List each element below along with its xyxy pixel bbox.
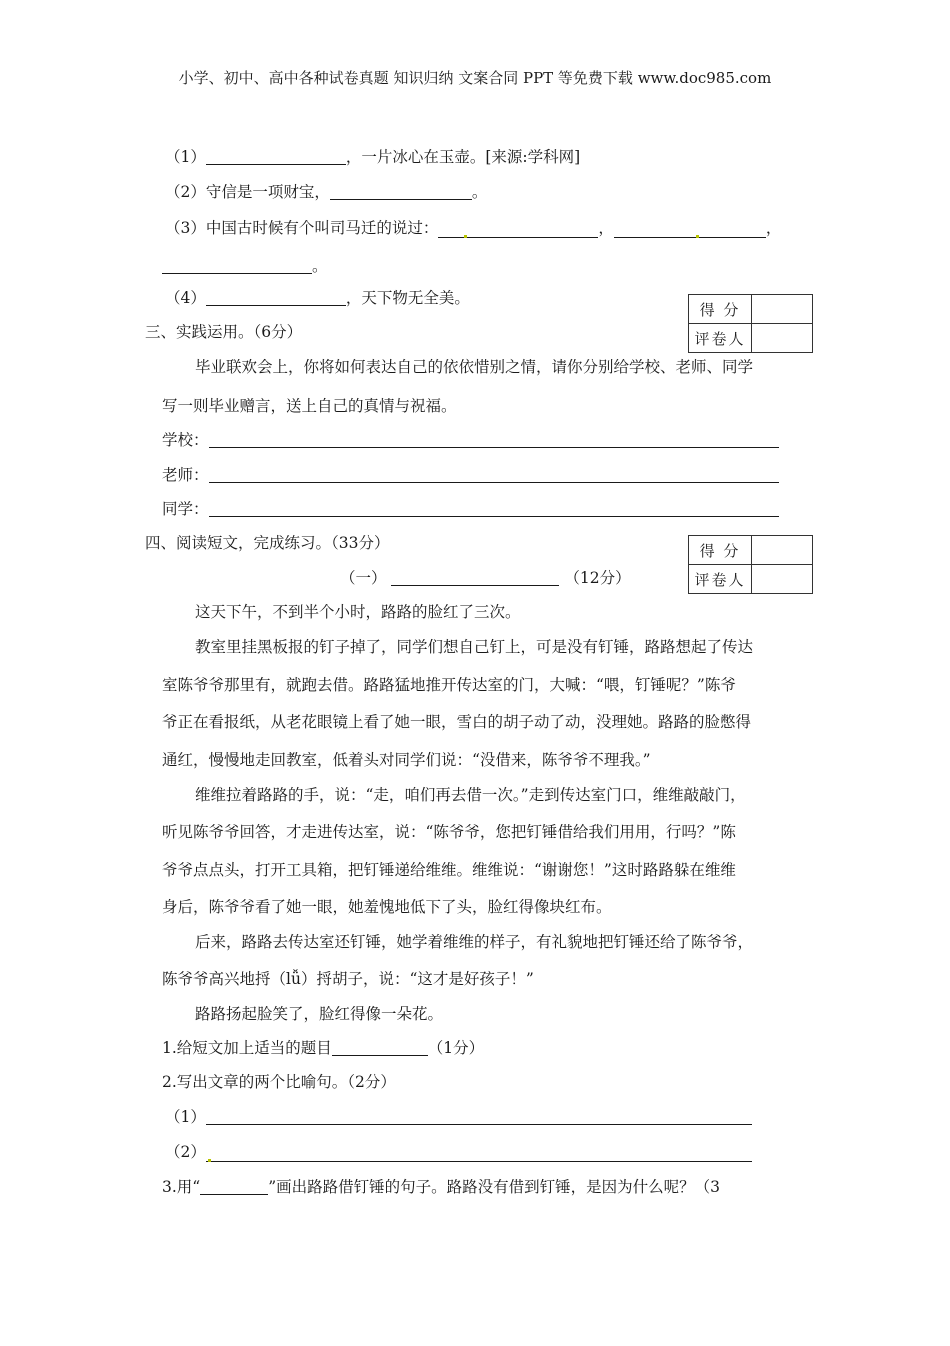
school-row — [162, 430, 779, 450]
page-header: 小学、初中、高中各种试卷真题 知识归纳 文案合同 PPT 等免费下载 www.doc985.com — [178, 69, 772, 87]
question-1-text: 1.给短文加上适当的题目 — [162, 1039, 332, 1057]
passage-line: 爷正在看报纸，从老花眼镜上看了她一眼，雪白的胡子动了动，没理她。路路的脸憋得 — [162, 713, 752, 731]
classmate-answer-line[interactable] — [209, 500, 779, 517]
question-1 — [162, 1038, 484, 1058]
passage-line: 身后，陈爷爷看了她一眼，她羞愧地低下了头，脸红得像块红布。 — [162, 898, 612, 916]
fill-line-2-end: 。 — [471, 183, 488, 201]
section-3-paragraph-line-1: 毕业联欢会上，你将如何表达自己的依依惜别之情，请你分别给学校、老师、同学 — [195, 358, 754, 376]
classmate-label: 同学： — [162, 500, 209, 518]
fill-line-4-number: （4） — [165, 289, 206, 307]
fill-line-4 — [165, 288, 470, 308]
section-4-title: 四、阅读短文，完成练习。（33分） — [145, 534, 390, 552]
classmate-row — [162, 499, 779, 519]
school-answer-line[interactable] — [209, 431, 779, 448]
fill-line-3-cont — [162, 256, 328, 276]
question-3 — [162, 1177, 720, 1197]
answer-line[interactable] — [206, 1108, 752, 1125]
fill-blank[interactable] — [162, 257, 312, 274]
fill-blank[interactable] — [330, 183, 472, 200]
passage-line: 陈爷爷高兴地捋（lǚ）捋胡子，说：“这才是好孩子！” — [162, 970, 534, 988]
question-3-text: ”画出路路借钉锤的句子。路路没有借到钉锤，是因为什么呢？（3 — [268, 1178, 721, 1196]
score-label: 得 分 — [689, 536, 752, 565]
passage-line: 教室里挂黑板报的钉子掉了，同学们想自己钉上，可是没有钉锤，路路想起了传达 — [195, 638, 754, 656]
question-2: 2.写出文章的两个比喻句。（2分） — [162, 1073, 396, 1091]
grader-label: 评卷人 — [689, 324, 752, 353]
passage-line: 后来，路路去传达室还钉锤，她学着维维的样子，有礼貌地把钉锤还给了陈爷爷， — [195, 933, 754, 951]
fill-line-1-number: （1） — [165, 148, 206, 166]
fill-line-2-text: （2）守信是一项财宝， — [165, 183, 330, 201]
fill-blank[interactable] — [206, 289, 346, 306]
score-label: 得 分 — [689, 295, 752, 324]
fill-line-4-text: ，天下物无全美。 — [345, 289, 470, 307]
passage-line: 通红，慢慢地走回教室，低着头对同学们说：“没借来，陈爷爷不理我。” — [162, 751, 651, 769]
passage-points: （12分） — [564, 569, 631, 587]
teacher-row — [162, 465, 779, 485]
question-2-answer-2 — [165, 1142, 752, 1162]
fill-blank[interactable] — [438, 221, 598, 238]
grader-label: 评卷人 — [689, 565, 752, 594]
teacher-label: 老师： — [162, 466, 209, 484]
score-box — [688, 294, 813, 353]
fill-line-1-text: ，一片冰心在玉壶。[来源:学科网] — [345, 148, 581, 166]
fill-line-1 — [165, 147, 580, 167]
question-1-blank[interactable] — [332, 1039, 428, 1056]
passage-line: 听见陈爷爷回答，才走进传达室，说：“陈爷爷，您把钉锤借给我们用用，行吗？”陈 — [162, 823, 736, 841]
passage-line: 爷爷点点头，打开工具箱，把钉锤递给维维。维维说：“谢谢您！”这时路路躲在维维 — [162, 861, 736, 879]
highlight-mark — [208, 1159, 211, 1162]
answer-line[interactable] — [206, 1145, 752, 1162]
school-label: 学校： — [162, 431, 209, 449]
comma: ， — [598, 219, 614, 237]
section-3-paragraph-line-2: 写一则毕业赠言，送上自己的真情与祝福。 — [162, 397, 457, 415]
fill-line-3 — [165, 218, 781, 238]
passage-number: （一） — [340, 569, 387, 587]
grader-cell[interactable] — [752, 565, 813, 594]
score-box — [688, 535, 813, 594]
passage-line: 维维拉着路路的手，说：“走，咱们再去借一次。”走到传达室门口，维维敲敲门， — [195, 786, 746, 804]
fill-line-2 — [165, 182, 487, 202]
highlight-mark — [696, 235, 699, 238]
highlight-mark — [464, 235, 467, 238]
teacher-answer-line[interactable] — [209, 466, 779, 483]
score-cell[interactable] — [752, 536, 813, 565]
question-2-answer-1 — [165, 1107, 752, 1127]
fill-blank[interactable] — [206, 148, 346, 165]
underline-sample — [200, 1178, 268, 1195]
section-3-title: 三、实践运用。（6分） — [145, 323, 303, 341]
grader-cell[interactable] — [752, 324, 813, 353]
passage-paragraph-1: 这天下午，不到半个小时，路路的脸红了三次。 — [195, 603, 521, 621]
answer-number: （1） — [165, 1108, 206, 1126]
fill-line-3-text: （3）中国古时候有个叫司马迁的说过： — [165, 219, 439, 237]
score-cell[interactable] — [752, 295, 813, 324]
passage-line: 路路扬起脸笑了，脸红得像一朵花。 — [195, 1005, 444, 1023]
passage-line: 室陈爷爷那里有，就跑去借。路路猛地推开传达室的门，大喊：“喂，钉锤呢？”陈爷 — [162, 676, 736, 694]
passage-heading — [340, 568, 631, 588]
question-1-points: （1分） — [427, 1039, 485, 1057]
answer-number: （2） — [165, 1143, 206, 1161]
comma: ， — [765, 219, 782, 237]
period: 。 — [312, 257, 328, 275]
question-3-prefix: 3.用“ — [162, 1178, 201, 1196]
title-blank[interactable] — [391, 569, 559, 586]
fill-blank[interactable] — [614, 221, 766, 238]
